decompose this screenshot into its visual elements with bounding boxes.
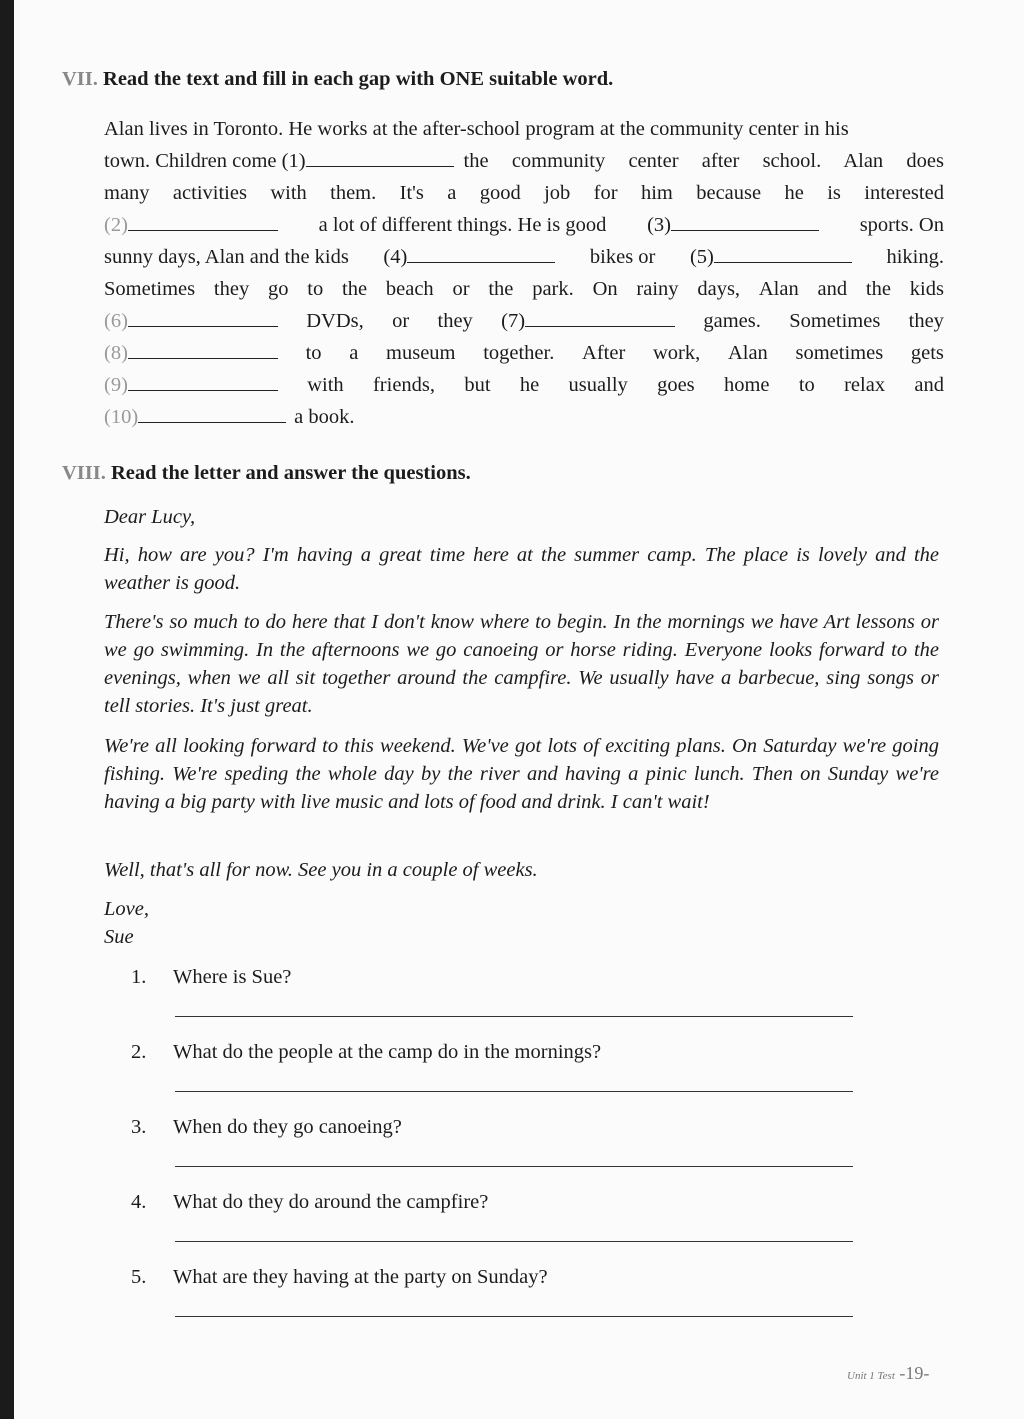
text-line-1-content: Alan lives in Toronto. He works at the after-school program at the community center in his	[104, 118, 849, 140]
text-line-7-word: or	[392, 310, 410, 332]
text-line-7	[104, 310, 944, 340]
text-word: Alan	[727, 342, 768, 364]
question-text: Where is Sue?	[173, 966, 292, 988]
text-word: gets	[910, 342, 944, 364]
answer-line[interactable]	[175, 1316, 853, 1317]
section-8-number: VIII.	[62, 462, 106, 484]
gap-8-blank[interactable]	[128, 357, 278, 359]
letter-paragraph-3: We're all looking forward to this weekend. We've got lots of exciting plans. On Saturday we're going fishing. We're speding the whole day by the river and having a pinic lunch. Then on Sunday we're having a big party with live music and lots of food and drink. I can't wait!	[104, 735, 939, 813]
text-word: to	[305, 342, 322, 364]
footer-page-number: -19-	[899, 1363, 930, 1383]
gap-4-blank[interactable]	[407, 261, 555, 263]
gap-5-blank[interactable]	[714, 261, 852, 263]
worksheet-page	[14, 0, 1024, 1419]
section-8-title: Read the letter and answer the questions.	[111, 462, 471, 484]
section-7-heading	[62, 68, 613, 91]
text-word: to	[307, 278, 324, 300]
gap-6-label: (6)	[104, 310, 128, 332]
text-word: for	[593, 182, 618, 204]
text-line-8	[104, 342, 944, 372]
answer-line[interactable]	[175, 1091, 853, 1092]
text-word: together.	[483, 342, 555, 364]
text-line-4-end: sports. On	[859, 214, 944, 236]
letter-greeting: Dear Lucy,	[104, 506, 196, 528]
text-word: he	[519, 374, 540, 396]
text-word: and	[914, 374, 944, 396]
gap-6-blank[interactable]	[128, 325, 278, 327]
text-word: them.	[330, 182, 377, 204]
section-8-heading	[62, 462, 471, 485]
gap-1-blank[interactable]	[306, 165, 454, 167]
answer-line[interactable]	[175, 1166, 853, 1167]
text-word: the	[488, 278, 514, 300]
section-7-title: Read the text and fill in each gap with ONE suitable word.	[103, 68, 614, 90]
letter-signature: Sue	[104, 926, 134, 948]
gap-9-label: (9)	[104, 374, 128, 396]
text-word: beach	[385, 278, 434, 300]
text-word: a	[349, 342, 359, 364]
letter-closing: Love,	[104, 898, 149, 920]
text-line-5-start: sunny days, Alan and the kids	[104, 246, 349, 268]
gap-2-blank[interactable]	[128, 229, 278, 231]
text-line-4	[104, 214, 944, 244]
text-word: the	[865, 278, 891, 300]
section-7-number: VII.	[62, 68, 98, 90]
text-word: museum	[386, 342, 456, 364]
text-line-3	[104, 182, 944, 212]
page-footer	[847, 1363, 929, 1384]
text-word: or	[452, 278, 470, 300]
text-word: Sometimes	[104, 278, 196, 300]
text-word: usually	[568, 374, 628, 396]
text-line-5-middle: bikes or	[589, 246, 656, 268]
text-word: home	[723, 374, 770, 396]
text-word: because	[696, 182, 762, 204]
text-line-7-word: Sometimes	[789, 310, 881, 332]
letter-paragraph-2: There's so much to do here that I don't know where to begin. In the mornings we have Art lessons or we go swimming. In the afternoons we go canoeing or horse riding. Everyone looks forward to the evenings, when we all sit together around the campfire. We usually have a barbecue, sing songs or tell stories. It's just great.	[104, 611, 939, 717]
text-word: a	[447, 182, 457, 204]
gap-3-label: (3)	[647, 214, 671, 236]
question-text: When do they go canoeing?	[173, 1116, 402, 1138]
text-line-2	[104, 150, 944, 180]
text-line-2-rest: the community center after school. Alan does	[463, 150, 944, 172]
gap-5-label: (5)	[689, 246, 714, 268]
text-word: On	[592, 278, 618, 300]
text-word: rainy	[636, 278, 679, 300]
text-word: activities	[172, 182, 247, 204]
text-line-1	[104, 118, 944, 148]
text-word: park.	[532, 278, 574, 300]
question-number: 4.	[131, 1191, 147, 1213]
text-word: but	[464, 374, 491, 396]
text-line-10	[104, 406, 944, 436]
text-line-10-end: a book.	[294, 406, 355, 428]
text-word: After	[582, 342, 626, 364]
text-word: and	[817, 278, 848, 300]
letter-paragraph-1: Hi, how are you? I'm having a great time here at the summer camp. The place is lovely and the weather is good.	[104, 544, 939, 594]
text-word: good	[479, 182, 521, 204]
gap-8-label: (8)	[104, 342, 128, 364]
text-line-7-word: games.	[703, 310, 761, 332]
gap-1-label: town. Children come (1)	[104, 150, 306, 172]
text-line-9	[104, 374, 944, 404]
gap-7-blank[interactable]	[525, 325, 675, 327]
gap-4-label: (4)	[383, 246, 408, 268]
text-word: go	[268, 278, 289, 300]
question-number: 3.	[131, 1116, 147, 1138]
gap-10-blank[interactable]	[138, 421, 286, 423]
text-line-7-word: they	[437, 310, 473, 332]
text-word: interested	[864, 182, 944, 204]
footer-unit-label: Unit 1 Test	[847, 1370, 895, 1382]
text-word: with	[307, 374, 344, 396]
text-word: is	[827, 182, 841, 204]
text-word: they	[213, 278, 250, 300]
text-word: with	[270, 182, 307, 204]
gap-7-label: (7)	[501, 310, 526, 332]
question-text: What do the people at the camp do in the mornings?	[173, 1041, 602, 1063]
text-word: he	[784, 182, 804, 204]
text-word: sometimes	[795, 342, 884, 364]
text-word: job	[544, 182, 571, 204]
text-line-5-end: hiking.	[886, 246, 944, 268]
gap-10-label: (10)	[104, 406, 139, 428]
question-text: What do they do around the campfire?	[173, 1191, 489, 1213]
text-line-4-middle: a lot of different things. He is good	[318, 214, 607, 236]
answer-line[interactable]	[175, 1241, 853, 1242]
question-number: 5.	[131, 1266, 147, 1288]
text-word: Alan	[758, 278, 799, 300]
text-word: many	[104, 182, 150, 204]
text-word: to	[798, 374, 815, 396]
text-line-7-word: DVDs,	[306, 310, 364, 332]
text-word: It's	[399, 182, 424, 204]
gap-3-blank[interactable]	[671, 229, 819, 231]
text-line-7-word: they	[908, 310, 944, 332]
text-word: the	[342, 278, 368, 300]
letter-paragraph-4: Well, that's all for now. See you in a couple of weeks.	[104, 859, 538, 881]
text-word: friends,	[372, 374, 436, 396]
text-word: work,	[653, 342, 701, 364]
text-word: kids	[909, 278, 944, 300]
gap-2-label: (2)	[104, 214, 128, 236]
text-word: him	[640, 182, 673, 204]
text-word: relax	[844, 374, 886, 396]
question-number: 1.	[131, 966, 147, 988]
question-text: What are they having at the party on Sunday?	[173, 1266, 548, 1288]
answer-line[interactable]	[175, 1016, 853, 1017]
text-word: goes	[657, 374, 695, 396]
question-number: 2.	[131, 1041, 147, 1063]
text-line-6	[104, 278, 944, 308]
text-word: days,	[697, 278, 741, 300]
gap-9-blank[interactable]	[128, 389, 278, 391]
text-line-5	[104, 246, 944, 276]
